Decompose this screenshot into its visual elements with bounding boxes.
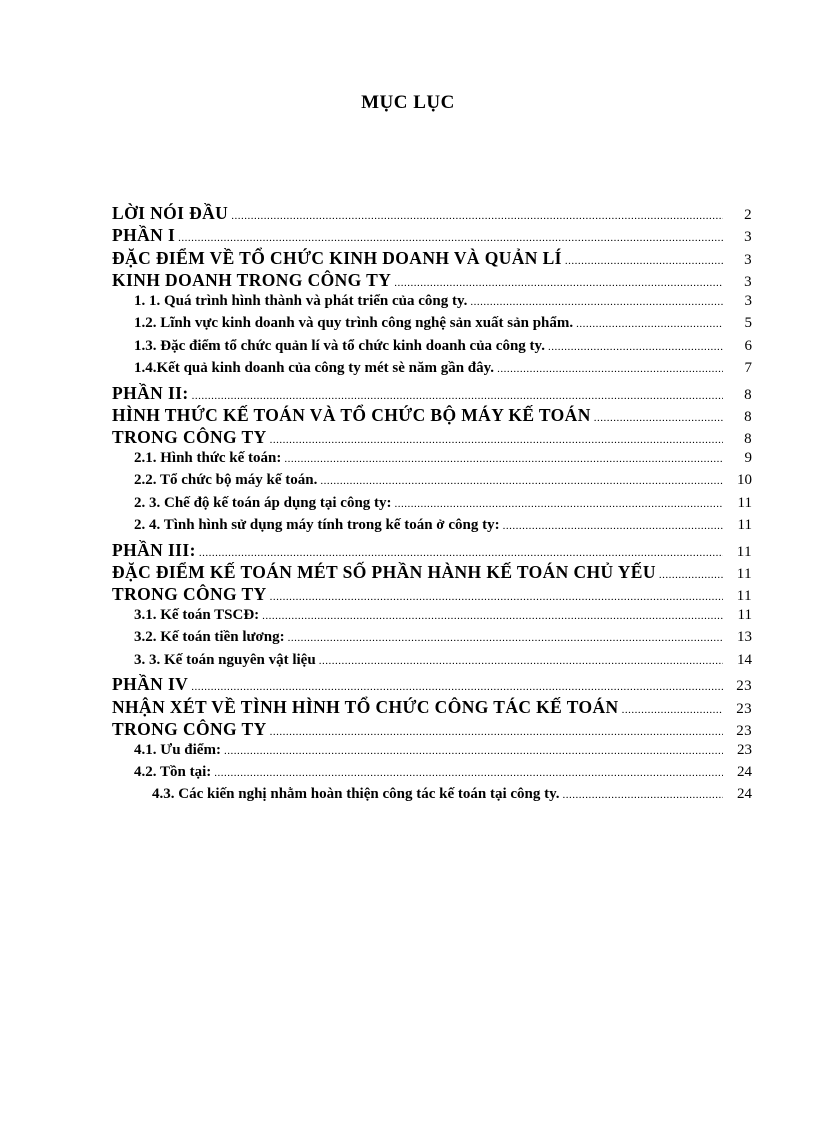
- toc-entry-label: TRONG CÔNG TY: [112, 584, 267, 605]
- dot-leader: [470, 296, 723, 308]
- toc-entry-label: 2.2. Tổ chức bộ máy kế toán.: [134, 472, 318, 489]
- dot-leader: [503, 520, 723, 532]
- toc-entry-label: NHẬN XÉT VỀ TÌNH HÌNH TỔ CHỨC CÔNG TÁC KẾ TOÁN: [112, 696, 619, 717]
- toc-entry: [112, 607, 752, 629]
- toc-entry: [112, 450, 752, 472]
- toc-entry-label: TRONG CÔNG TY: [112, 719, 267, 740]
- dot-leader: [563, 789, 723, 801]
- dot-leader: [231, 210, 723, 222]
- toc-entry-label: PHẦN II:: [112, 382, 189, 403]
- toc-entry-page-number: 5: [744, 315, 752, 332]
- toc-entry-page-number: 8: [744, 386, 752, 403]
- dot-leader: [270, 434, 723, 446]
- dot-leader: [270, 591, 723, 603]
- toc-entry-label: PHẦN IV: [112, 674, 189, 695]
- dot-leader: [320, 475, 723, 487]
- dot-leader: [576, 318, 723, 330]
- dot-leader: [199, 547, 723, 559]
- toc-entry-page-number: 10: [737, 472, 752, 489]
- toc-entry-label: TRONG CÔNG TY: [112, 427, 267, 448]
- toc-entry-page-number: 13: [737, 629, 752, 646]
- dot-leader: [192, 390, 723, 402]
- toc-entry-page-number: 23: [736, 678, 752, 695]
- toc-entry: [112, 495, 752, 517]
- toc-entry-label: ĐẶC ĐIỂM KẾ TOÁN MÉT SỐ PHẦN HÀNH KẾ TOÁN CHỦ YẾU: [112, 562, 656, 582]
- toc-entry: [112, 629, 752, 651]
- toc-entry: [112, 360, 752, 382]
- toc-entry-page-number: 11: [737, 517, 752, 534]
- toc-entry: [112, 293, 752, 315]
- toc-entry-label: 1.4.Kết quả kinh doanh của công ty mét sè năm gần đây.: [134, 360, 495, 377]
- toc-entry-label: 2. 3. Chế độ kế toán áp dụng tại công ty:: [134, 494, 392, 511]
- toc-entry-label: ĐẶC ĐIỂM VỀ TỔ CHỨC KINH DOANH VÀ QUẢN LÍ: [112, 247, 562, 268]
- dot-leader: [394, 277, 723, 289]
- toc-entry-label: KINH DOANH TRONG CÔNG TY: [112, 270, 392, 291]
- toc-entry-page-number: 9: [744, 449, 752, 466]
- dot-leader: [191, 681, 723, 693]
- toc-entry-label: 1.2. Lĩnh vực kinh doanh và quy trình công nghệ sản xuất sản phẩm.: [134, 315, 574, 332]
- toc-entry-page-number: 24: [737, 763, 752, 780]
- toc-entry-page-number: 11: [737, 606, 752, 623]
- dot-leader: [224, 745, 723, 757]
- toc-entry-label: 3.2. Kế toán tiền lương:: [134, 629, 285, 646]
- toc-entry-page-number: 11: [737, 494, 752, 511]
- toc-entry: [112, 517, 752, 539]
- toc-entry-label: 1.3. Đặc điểm tổ chức quản lí và tổ chức kinh doanh của công ty.: [134, 337, 545, 354]
- toc-entry-label: PHẦN III:: [112, 539, 196, 560]
- dot-leader: [284, 453, 723, 465]
- toc-entry: [112, 248, 752, 270]
- toc-entry-page-number: 11: [736, 566, 752, 582]
- toc-entry-label: 3. 3. Kế toán nguyên vật liệu: [134, 651, 316, 668]
- toc-entry-page-number: 3: [744, 251, 752, 268]
- dot-leader: [178, 232, 723, 244]
- toc-entry-label: LỜI NÓI ĐẦU: [112, 203, 229, 223]
- toc-entry: [112, 427, 752, 449]
- dot-leader: [319, 655, 723, 667]
- toc-entry-page-number: 3: [744, 229, 752, 246]
- toc-entry-page-number: 8: [744, 408, 752, 425]
- toc-entry: [112, 697, 752, 719]
- toc-entry: [112, 405, 752, 427]
- toc-entry-page-number: 2: [744, 207, 752, 223]
- toc-entry-page-number: 7: [744, 360, 752, 377]
- toc-entry-page-number: 6: [744, 337, 752, 354]
- dot-leader: [622, 704, 723, 716]
- toc-entry: [112, 203, 752, 225]
- toc-entry-label: 2. 4. Tình hình sử dụng máy tính trong kế toán ở công ty:: [134, 517, 500, 534]
- toc-entry: [112, 472, 752, 494]
- toc-entry-page-number: 3: [744, 292, 752, 309]
- toc-entry-label: 3.1. Kế toán TSCĐ:: [134, 606, 260, 623]
- toc-entry-label: 2.1. Hình thức kế toán:: [134, 449, 282, 466]
- toc-entry-label: HÌNH THỨC KẾ TOÁN VÀ TỔ CHỨC BỘ MÁY KẾ TOÁN: [112, 404, 591, 425]
- toc-entry: [112, 742, 752, 764]
- toc-entry-page-number: 23: [736, 723, 752, 740]
- dot-leader: [214, 767, 723, 779]
- toc-entry-label: PHẦN I: [112, 225, 176, 246]
- dot-leader: [288, 632, 723, 644]
- dot-leader: [548, 341, 723, 353]
- toc-entry-label: 1. 1. Quá trình hình thành và phát triển của công ty.: [134, 292, 468, 309]
- toc-entry: [112, 786, 752, 808]
- toc-entry-page-number: 23: [736, 700, 752, 717]
- page-title: MỤC LỤC: [361, 92, 455, 113]
- toc-entry: [112, 540, 752, 562]
- toc-entry: [112, 719, 752, 741]
- toc-entry-page-number: 14: [737, 651, 752, 668]
- dot-leader: [565, 255, 723, 267]
- dot-leader: [659, 569, 723, 581]
- toc-entry: [112, 338, 752, 360]
- toc-entry: [112, 225, 752, 247]
- toc-entry-page-number: 24: [737, 786, 752, 803]
- toc-entry-label: 4.1. Ưu điểm:: [134, 741, 221, 758]
- toc-entry-page-number: 11: [736, 588, 752, 605]
- toc-entry: [112, 652, 752, 674]
- toc-entry: [112, 270, 752, 292]
- toc-entry: [112, 383, 752, 405]
- dot-leader: [497, 363, 723, 375]
- toc-entry: [112, 764, 752, 786]
- toc-entry-page-number: 8: [744, 431, 752, 448]
- dot-leader: [594, 412, 723, 424]
- toc-entry-page-number: 3: [744, 274, 752, 291]
- dot-leader: [262, 610, 723, 622]
- toc-entry: [112, 584, 752, 606]
- toc-entry-label: 4.2. Tồn tại:: [134, 763, 212, 780]
- dot-leader: [395, 498, 723, 510]
- toc-entry: [112, 315, 752, 337]
- toc-entry-page-number: 11: [736, 543, 752, 560]
- table-of-contents: [112, 203, 752, 809]
- toc-entry-page-number: 23: [737, 741, 752, 758]
- toc-entry: [112, 674, 752, 696]
- dot-leader: [270, 726, 723, 738]
- toc-entry: [112, 562, 752, 584]
- toc-entry-label: 4.3. Các kiến nghị nhằm hoàn thiện công tác kế toán tại công ty.: [152, 786, 560, 803]
